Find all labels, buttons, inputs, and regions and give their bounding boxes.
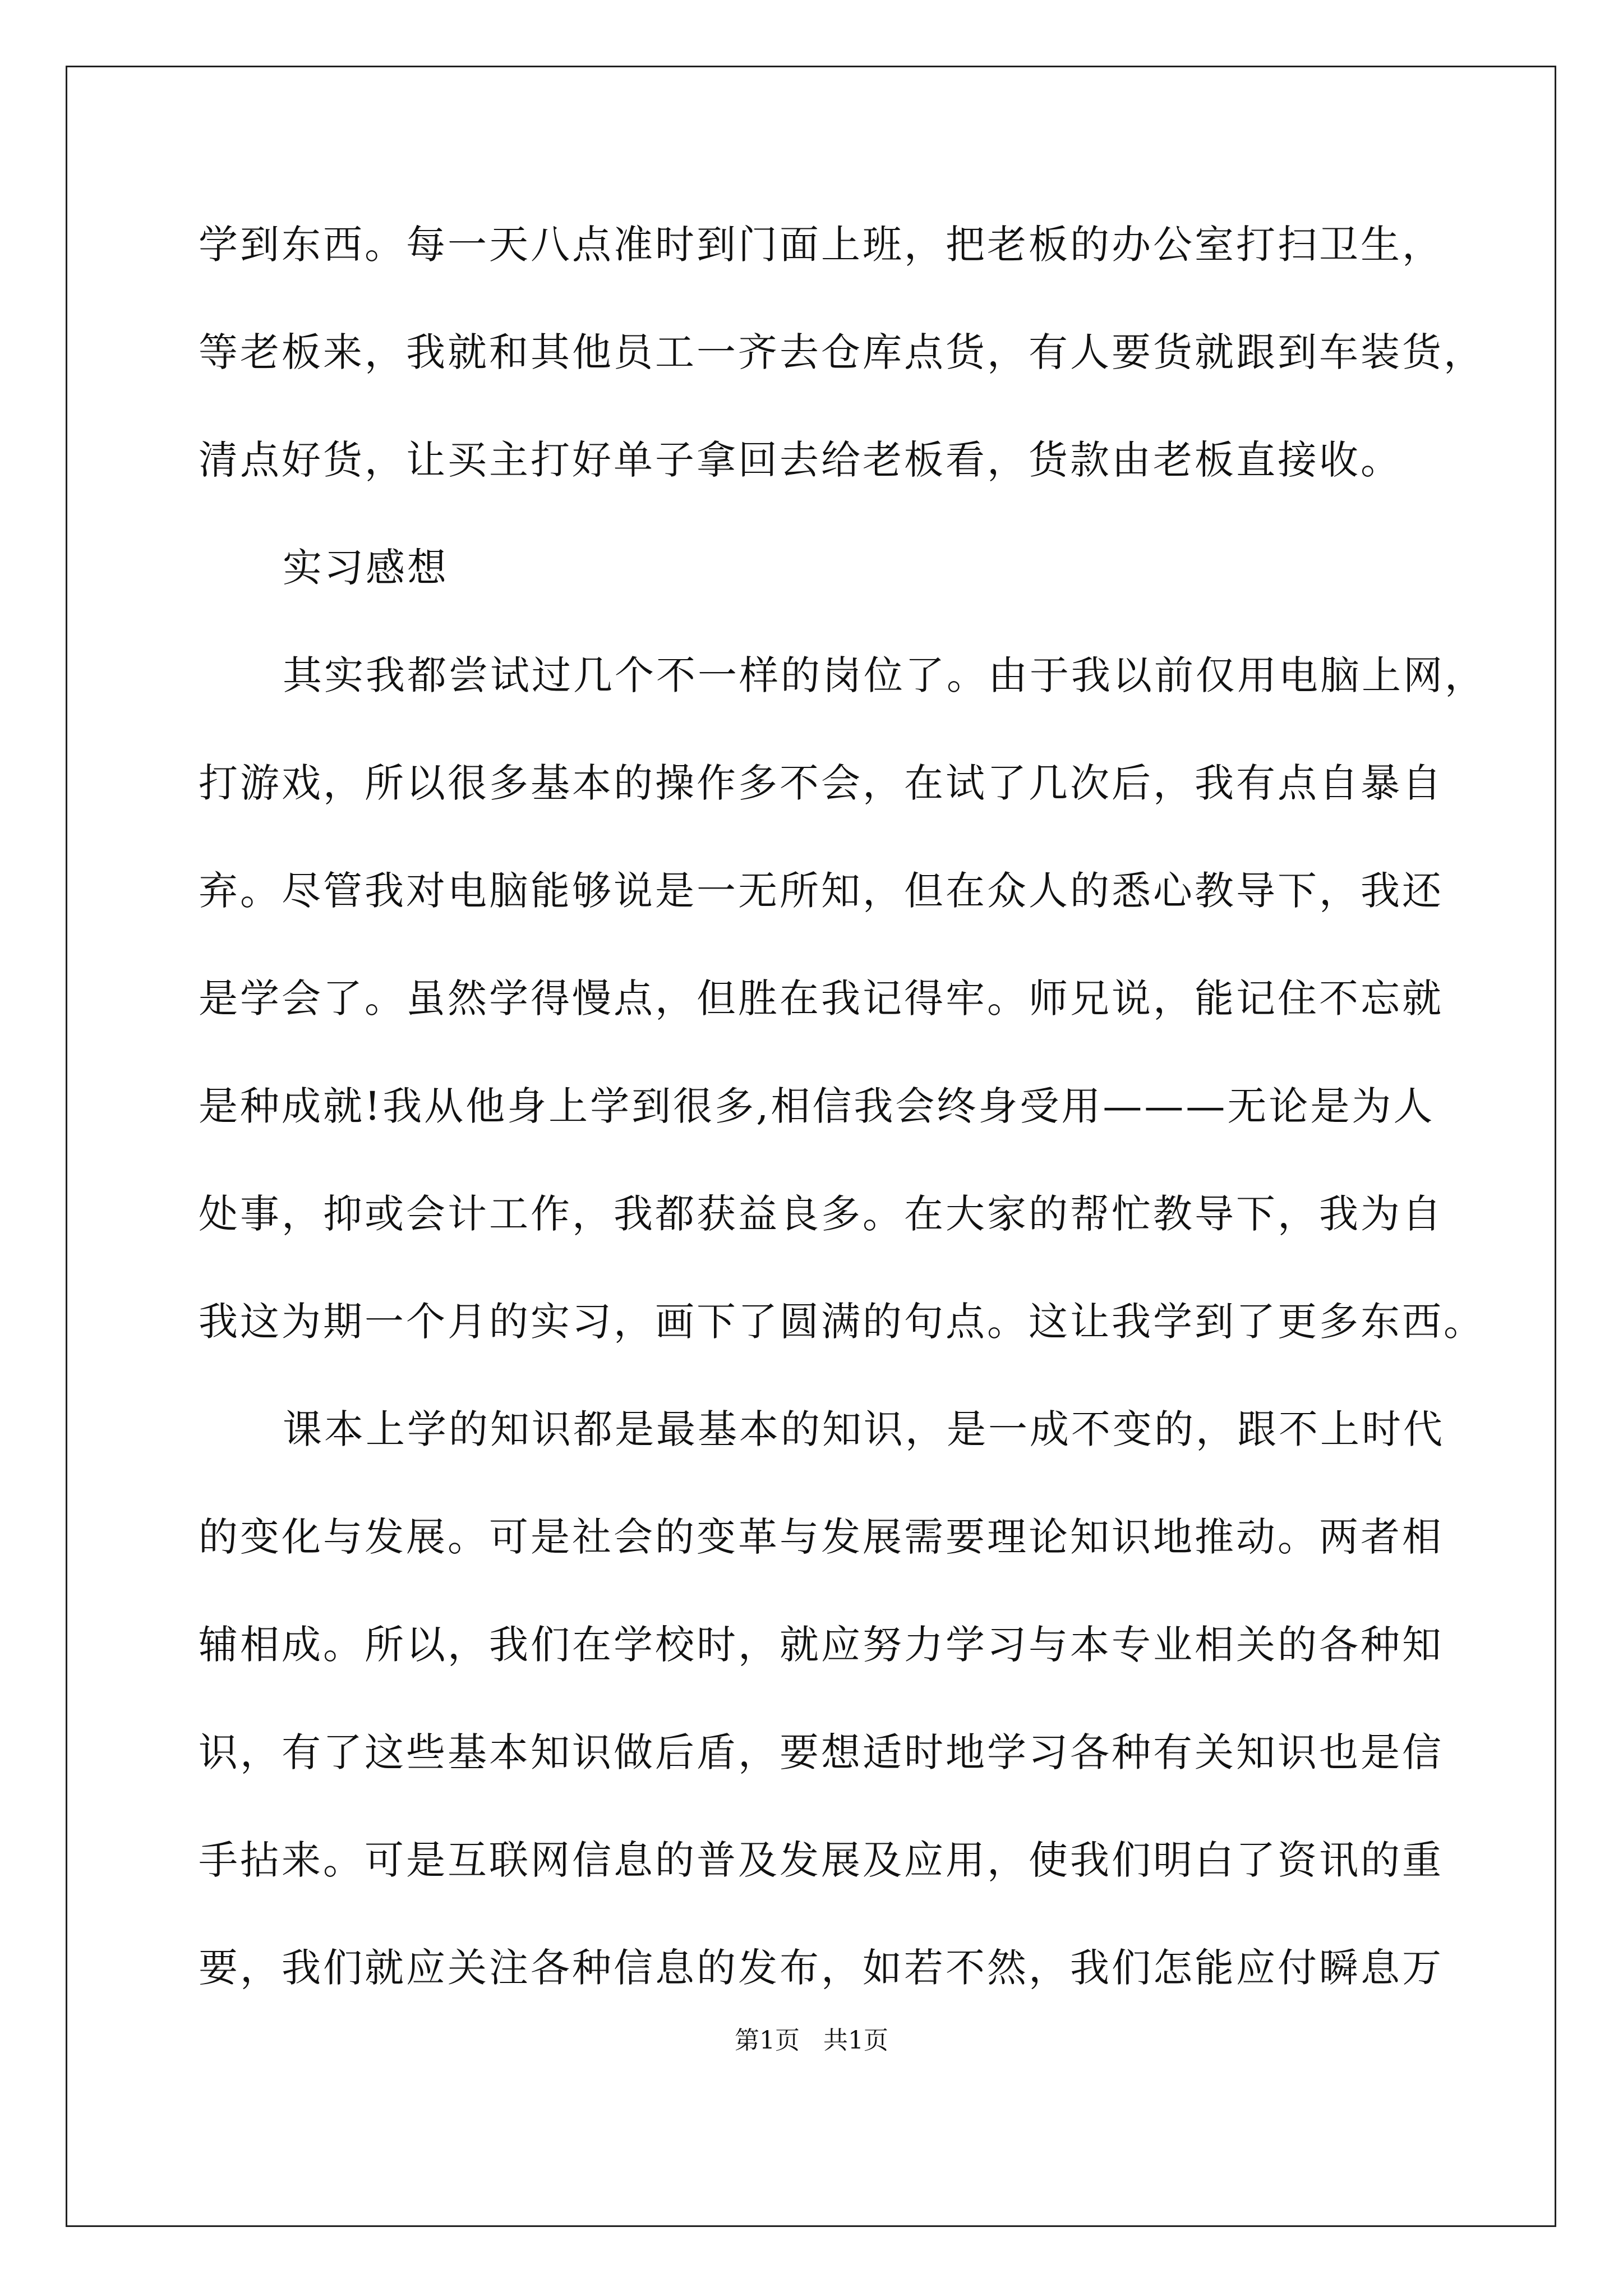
body-line: 等老板来，我就和其他员工一齐去仓库点货，有人要货就跟到车装货，: [199, 329, 1485, 375]
body-line: 的变化与发展。可是社会的变革与发展需要理论知识地推动。两者相: [199, 1514, 1444, 1560]
section-heading: 实习感想: [283, 545, 449, 591]
body-line: 学到东西。每一天八点准时到门面上班，把老板的办公室打扫卫生，: [199, 222, 1444, 268]
body-line: 识，有了这些基本知识做后盾，要想适时地学习各种有关知识也是信: [199, 1729, 1444, 1775]
body-line: 我这为期一个月的实习，画下了圆满的句点。这让我学到了更多东西。: [199, 1299, 1485, 1345]
body-line: 弃。尽管我对电脑能够说是一无所知，但在众人的悉心教导下，我还: [199, 868, 1444, 914]
body-line: 清点好货，让买主打好单子拿回去给老板看，货款由老板直接收。: [199, 437, 1402, 483]
body-line: 其实我都尝试过几个不一样的岗位了。由于我以前仅用电脑上网，: [283, 652, 1486, 698]
body-line: 要，我们就应关注各种信息的发布，如若不然，我们怎能应付瞬息万: [199, 1945, 1444, 1991]
page-footer: 第1页 共1页: [735, 2026, 888, 2055]
body-line: 打游戏，所以很多基本的操作多不会，在试了几次后，我有点自暴自: [199, 760, 1444, 806]
body-line: 是种成就!我从他身上学到很多,相信我会终身受用———无论是为人: [199, 1083, 1435, 1129]
body-line: 手拈来。可是互联网信息的普及发展及应用，使我们明白了资讯的重: [199, 1837, 1444, 1883]
body-line: 辅相成。所以，我们在学校时，就应努力学习与本专业相关的各种知: [199, 1622, 1444, 1668]
body-line: 处事，抑或会计工作，我都获益良多。在大家的帮忙教导下，我为自: [199, 1191, 1444, 1237]
body-line: 是学会了。虽然学得慢点，但胜在我记得牢。师兄说，能记住不忘就: [199, 976, 1444, 1022]
body-line: 课本上学的知识都是最基本的知识，是一成不变的，跟不上时代: [283, 1406, 1445, 1452]
page-border: [66, 66, 1556, 2227]
